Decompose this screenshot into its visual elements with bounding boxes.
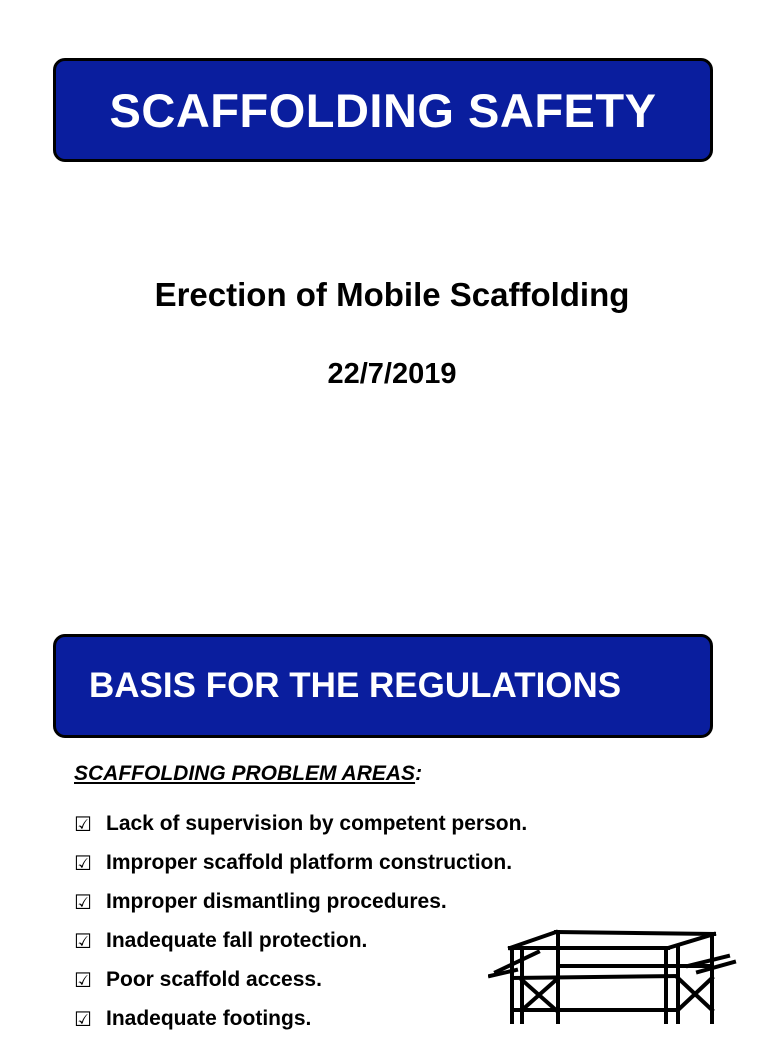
list-item: [74, 851, 527, 890]
list-item-text: Lack of supervision by competent person.: [106, 812, 528, 835]
checkbox-icon: ☑: [74, 890, 92, 914]
scaffold-tower-icon: [488, 926, 748, 1024]
checkbox-icon: ☑: [74, 812, 92, 836]
presentation-date: 22/7/2019: [327, 358, 457, 390]
checkbox-icon: ☑: [74, 1007, 92, 1031]
problem-areas-heading: [74, 762, 422, 786]
list-item-text: Inadequate footings.: [106, 1007, 312, 1030]
section-banner: [53, 634, 713, 738]
checkbox-icon: ☑: [74, 851, 92, 875]
list-item-text: Improper dismantling procedures.: [106, 890, 447, 913]
list-item-text: Poor scaffold access.: [106, 968, 322, 991]
checkbox-icon: ☑: [74, 929, 92, 953]
list-item: [74, 929, 527, 968]
section-banner-text: BASIS FOR THE REGULATIONS: [89, 666, 622, 705]
problem-areas-heading-colon: :: [415, 762, 423, 785]
list-item-text: Improper scaffold platform construction.: [106, 851, 513, 874]
problem-areas-heading-text: SCAFFOLDING PROBLEM AREAS: [74, 762, 416, 785]
title-banner-text: SCAFFOLDING SAFETY: [109, 83, 657, 137]
list-item: [74, 968, 527, 1007]
list-item: [74, 1007, 527, 1046]
list-item: [74, 890, 527, 929]
title-banner: [53, 58, 713, 162]
list-item-text: Inadequate fall protection.: [106, 929, 368, 952]
presentation-subtitle: Erection of Mobile Scaffolding: [154, 276, 630, 313]
problem-areas-list: [74, 812, 527, 1046]
checkbox-icon: ☑: [74, 968, 92, 992]
list-item: [74, 812, 527, 851]
